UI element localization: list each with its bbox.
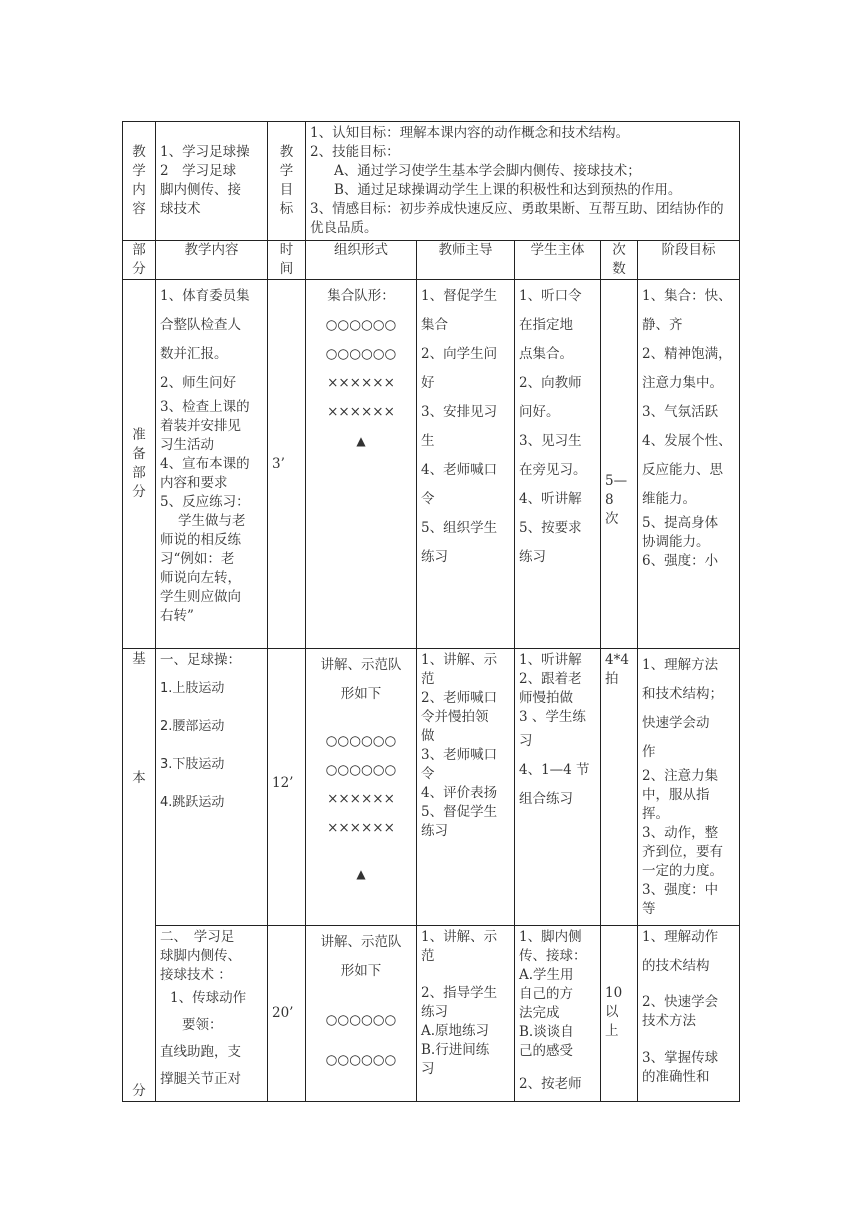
col-organization: 组织形式 (306, 241, 417, 280)
basic-row-2 (123, 926, 740, 1102)
basic-s1-teacher: 1、讲解、示 范 2、老师喊口 令并慢拍领 做 3、老师喊口 令 4、评价表扬 5、督促学生 练习 (417, 649, 515, 926)
basic-row-1 (123, 649, 740, 926)
basic-s2-content: 二、 学习足 球脚内侧传、 接球技术 ： 1、传球动作 要领： 直线助跑，支 撑腿关节正对 (156, 926, 268, 1102)
prep-stage-goal: 1、集合：快、 静、齐 2、精神饱满， 注意力集中。 3、气氛活跃 4、发展个性、 反应能力、思 维能力。 5、提高身体 协调能力。 6、强度：小 (638, 280, 740, 649)
col-content: 教学内容 (156, 241, 268, 280)
basic-s1-content: 一、足球操： 1.上肢运动 2.腰部运动 3.下肢运动 4.跳跃运动 (156, 649, 268, 926)
teaching-content: 1、学习足球操 2 学习足球 脚内侧传、接 球技术 (156, 122, 268, 241)
teaching-content-label: 教 学 内 容 (123, 122, 156, 241)
col-time: 时 间 (268, 241, 306, 280)
basic-s1-time: 12’ (268, 649, 306, 926)
col-stage-goal: 阶段目标 (638, 241, 740, 280)
teacher-position-marker: ▲ (356, 867, 366, 881)
teaching-goal-label: 教 学 目 标 (268, 122, 306, 241)
prep-content: 1、体育委员集 合整队检查人 数并汇报。 2、师生问好 3、检查上课的 着装并安排见 习生活动 4、宣布本课的 内容和要求 5、反应练习： 学生做与老 师说的相反练 习“例如：老 师说向左转， 学生则应做向 右转” (156, 280, 268, 649)
basic-s1-count: 4*4 拍 (601, 649, 638, 926)
teacher-position-marker: ▲ (356, 434, 366, 448)
prep-time: 3’ (268, 280, 306, 649)
header-row (123, 122, 740, 241)
lesson-plan-table (122, 121, 740, 1102)
basic-s2-count: 10 以 上 (601, 926, 638, 1102)
basic-s2-teacher: 1、讲解、示 范 2、指导学生 练习 A.原地练习 B.行进间练 习 (417, 926, 515, 1102)
basic-s2-formation: 讲解、示范队 形如下 ○○○○○○ ○○○○○○ (306, 926, 417, 1102)
basic-s2-time: 20’ (268, 926, 306, 1102)
col-part: 部 分 (123, 241, 156, 280)
prep-student: 1、听口令 在指定地 点集合。 2、向教师 问好。 3、见习生 在旁见习。 4、听讲解 5、按要求 练习 (515, 280, 601, 649)
basic-s2-student: 1、脚内侧 传、接球： A.学生用 自己的方 法完成 B.谈谈自 己的感受 2、按老师 (515, 926, 601, 1102)
col-teacher: 教师主导 (417, 241, 515, 280)
column-header-row (123, 241, 740, 280)
col-count: 次 数 (601, 241, 638, 280)
basic-s2-stage-goal: 1、理解动作 的技术结构 2、快速学会 技术方法 3、掌握传球 的准确性和 (638, 926, 740, 1102)
prep-row (123, 280, 740, 649)
prep-count: 5— 8 次 (601, 280, 638, 649)
prep-teacher: 1、督促学生 集合 2、向学生问 好 3、安排见习 生 4、老师喊口 令 5、组织学生 练习 (417, 280, 515, 649)
prep-part-label: 准 备 部 分 (123, 280, 156, 649)
prep-formation: 集合队形： ○○○○○○ ○○○○○○ ×××××× ×××××× ▲ (306, 280, 417, 649)
basic-s1-student: 1、听讲解 2、跟着老 师慢拍做 3 、学生练 习 4、1—4 节 组合练习 (515, 649, 601, 926)
basic-s1-stage-goal: 1、理解方法 和技术结构； 快速学会动 作 2、注意力集 中，服从指 挥。 3、动作，整 齐到位，要有 一定的力度。 3、强度：中 等 (638, 649, 740, 926)
basic-part-label: 基 本 分 (123, 649, 156, 1102)
teaching-goals: 1、认知目标：理解本课内容的动作概念和技术结构。 2、技能目标： A、通过学习使学生基本学会脚内侧传、接球技术； B、通过足球操调动学生上课的积极性和达到预热的作用。 3、情感目标：初步养成快速反应、勇敢果断、互帮互助、团结协作的优良品质。 (306, 122, 740, 241)
col-student: 学生主体 (515, 241, 601, 280)
basic-s1-formation: 讲解、示范队 形如下 ○○○○○○ ○○○○○○ ×××××× ×××××× ▲ (306, 649, 417, 926)
